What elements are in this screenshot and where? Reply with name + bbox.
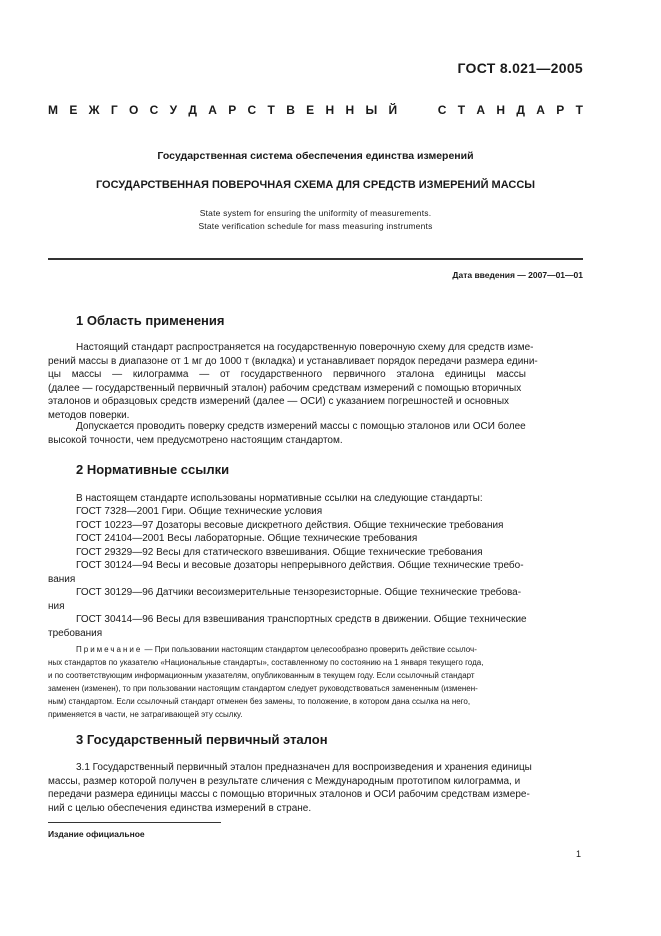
banner-letter: Ы bbox=[365, 103, 378, 117]
banner-letter: Д bbox=[188, 103, 197, 117]
text-line: 3.1 Государственный первичный эталон предназначен для воспроизведения и хранения единицы bbox=[76, 762, 532, 773]
edition-label: Издание официальное bbox=[48, 829, 145, 839]
english-title-1: State system for ensuring the uniformity of measurements. bbox=[199, 208, 432, 218]
text-line: методов поверки. bbox=[48, 409, 130, 421]
note-text: — При пользовании настоящим стандартом целесообразно проверить действие ссылоч- bbox=[144, 645, 477, 654]
banner-letter: У bbox=[169, 103, 178, 117]
text-line: массы, размер которой получен в результате сличения с Международным прототипом килограмма, и bbox=[48, 775, 521, 787]
text-line: эталонов и образцовых средств измерений (далее — ОСИ) с указанием погрешностей и основных bbox=[48, 396, 510, 407]
text-line: передачи размера единицы массы с помощью вторичных эталонов и ОСИ рабочим средствам измере- bbox=[48, 789, 530, 800]
banner-letter: Р bbox=[228, 103, 237, 117]
footer-divider bbox=[48, 822, 221, 823]
text-line: рений массы в диапазоне от 1 мг до 1000 т (вкладка) и устанавливает порядок передачи размера едини- bbox=[48, 355, 538, 367]
document-title: ГОСУДАРСТВЕННАЯ ПОВЕРОЧНАЯ СХЕМА ДЛЯ СРЕДСТВ ИЗМЕРЕНИЙ МАССЫ bbox=[95, 179, 536, 191]
references-intro: В настоящем стандарте использованы нормативные ссылки на следующие стандарты: bbox=[76, 493, 483, 504]
document-subtitle: Государственная система обеспечения единства измерений bbox=[157, 150, 474, 162]
note-line: ных стандартов по указателю «Национальные стандарты», составленному по состоянию на 1 января текущего года, bbox=[48, 658, 484, 667]
reference-item-continuation: вания bbox=[48, 573, 76, 585]
section-2-heading: 2 Нормативные ссылки bbox=[76, 462, 230, 477]
reference-item: ГОСТ 7328—2001 Гири. Общие технические условия bbox=[76, 506, 323, 517]
banner-letter: Т bbox=[267, 103, 275, 117]
banner-letter: А bbox=[476, 103, 486, 117]
text-line: цы массы — килограмма — от государственного первичного эталона единицы массы bbox=[48, 369, 526, 380]
banner-letter: С bbox=[437, 103, 447, 117]
banner-letter: Е bbox=[306, 103, 315, 117]
banner-letter: Е bbox=[69, 103, 78, 117]
interstate-standard-banner bbox=[48, 103, 583, 117]
note-line: и по соответствующим информационным указателям, опубликованным в текущем году. Если ссылочный стандарт bbox=[48, 671, 475, 680]
reference-item: ГОСТ 30124—94 Весы и весовые дозаторы непрерывного действия. Общие технические требо- bbox=[76, 560, 524, 571]
section-3-paragraph-1 bbox=[48, 761, 583, 815]
banner-letter: Н bbox=[325, 103, 335, 117]
banner-gap bbox=[408, 103, 411, 117]
note-line: применяется в части, не затрагивающей эту ссылку. bbox=[48, 710, 243, 719]
reference-item: ГОСТ 10223—97 Дозаторы весовые дискретного действия. Общие технические требования bbox=[76, 519, 504, 531]
banner-letter: В bbox=[286, 103, 295, 117]
reference-item-continuation: ния bbox=[48, 600, 65, 612]
note-block bbox=[48, 643, 583, 721]
banner-letter: Н bbox=[496, 103, 506, 117]
reference-item: ГОСТ 24104—2001 Весы лабораторные. Общие технические требования bbox=[76, 533, 418, 544]
text-line: (далее — государственный первичный эталон) рабочим средствам измерений с помощью вторичных bbox=[48, 382, 522, 394]
page-number: 1 bbox=[575, 849, 581, 859]
text-line: ний с целью обеспечения единства измерений в стране. bbox=[48, 802, 312, 814]
section-3-heading: 3 Государственный первичный эталон bbox=[76, 732, 328, 747]
banner-gap bbox=[423, 103, 426, 117]
note-label: Примечание bbox=[76, 645, 143, 654]
reference-item-continuation: требования bbox=[48, 627, 103, 639]
banner-letter: Т bbox=[575, 103, 583, 117]
reference-item: ГОСТ 30414—96 Весы для взвешивания транспортных средств в движении. Общие технические bbox=[76, 614, 527, 625]
gost-number: ГОСТ 8.021—2005 bbox=[457, 60, 583, 76]
banner-letter: Н bbox=[345, 103, 355, 117]
banner-letter: А bbox=[208, 103, 217, 117]
references-list bbox=[48, 505, 583, 640]
banner-letter: Й bbox=[388, 103, 398, 117]
section-1-paragraph-2 bbox=[48, 420, 583, 447]
banner-letter: М bbox=[48, 103, 58, 117]
banner-letter: Р bbox=[556, 103, 565, 117]
banner-letter: А bbox=[536, 103, 545, 117]
note-line: ным) стандартом. Если ссылочный стандарт отменен без замены, то положение, в котором дана ссылка на него, bbox=[48, 697, 471, 706]
note-line: заменен (изменен), то при пользовании настоящим стандартом следует руководствоваться замененным (изменен- bbox=[48, 684, 478, 693]
section-1-paragraph-1 bbox=[48, 341, 583, 422]
divider bbox=[48, 258, 583, 260]
banner-letter: Т bbox=[457, 103, 466, 117]
banner-letter: С bbox=[149, 103, 159, 117]
reference-item: ГОСТ 30129—96 Датчики весоизмерительные тензорезисторные. Общие технические требова- bbox=[76, 587, 522, 598]
english-title-2: State verification schedule for mass measuring instruments bbox=[198, 221, 433, 231]
text-line: Настоящий стандарт распространяется на государственную поверочную схему для средств изме- bbox=[76, 342, 534, 353]
banner-letter: Д bbox=[516, 103, 525, 117]
section-1-heading: 1 Область применения bbox=[76, 313, 225, 328]
reference-item: ГОСТ 29329—92 Весы для статического взвешивания. Общие технические требования bbox=[76, 546, 483, 558]
banner-letter: О bbox=[128, 103, 139, 117]
text-line: Допускается проводить поверку средств измерений массы с помощью эталонов или ОСИ более bbox=[76, 421, 526, 432]
banner-letter: Г bbox=[110, 103, 118, 117]
banner-letter: Ж bbox=[88, 103, 100, 117]
banner-letter: С bbox=[247, 103, 257, 117]
note-first-line bbox=[48, 643, 583, 656]
introduction-date: Дата введения — 2007—01—01 bbox=[452, 270, 583, 280]
text-line: высокой точности, чем предусмотрено настоящим стандартом. bbox=[48, 434, 343, 446]
